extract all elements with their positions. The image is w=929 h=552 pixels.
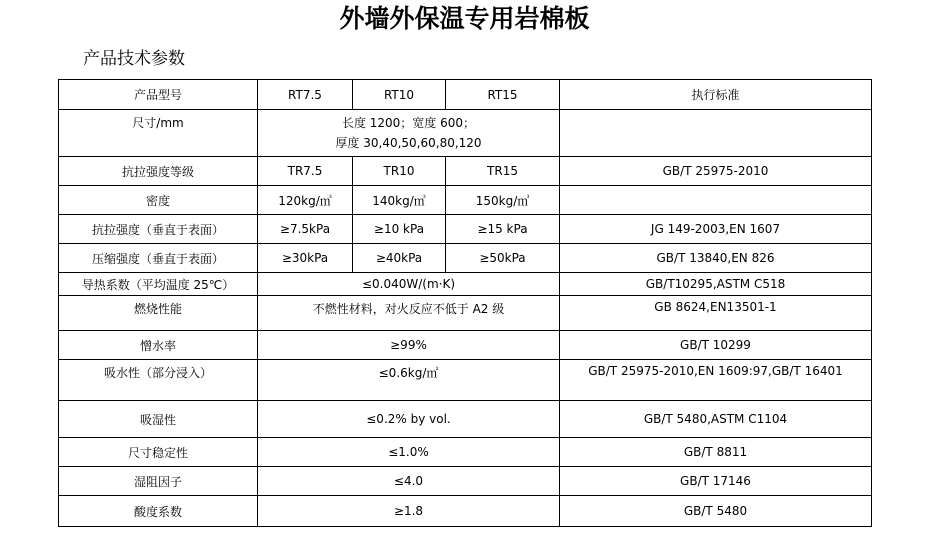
table-row-water-absorption: [59, 360, 872, 401]
row-label: 燃烧性能: [59, 296, 258, 331]
size-value: [258, 110, 560, 157]
value-cell: ≤0.6kg/㎡: [258, 360, 560, 401]
page-title: 外墙外保温专用岩棉板: [339, 4, 590, 33]
value-cell: ≥10 kPa: [353, 215, 446, 244]
table-row-moisture-absorption: [59, 401, 872, 438]
standard-cell: GB/T 8811: [560, 438, 872, 467]
standard-cell: GB/T 5480: [560, 496, 872, 527]
table-row-header: [59, 80, 872, 110]
standard-cell: [560, 110, 872, 157]
row-label: 吸水性（部分浸入）: [59, 360, 258, 401]
size-line-1: 长度 1200；宽度 600；: [341, 116, 476, 130]
table-row-moisture-resistance: [59, 467, 872, 496]
value-cell: ≤0.2% by vol.: [258, 401, 560, 438]
standard-cell: GB/T 25975-2010: [560, 157, 872, 186]
table-row-compressive-strength: [59, 244, 872, 273]
row-label: 抗拉强度（垂直于表面）: [59, 215, 258, 244]
value-cell: ≥30kPa: [258, 244, 353, 273]
value-cell: TR7.5: [258, 157, 353, 186]
value-cell: ≤4.0: [258, 467, 560, 496]
row-label: 尺寸稳定性: [59, 438, 258, 467]
row-label: 憎水率: [59, 331, 258, 360]
row-label: 尺寸/mm: [59, 110, 258, 157]
standard-cell: [560, 186, 872, 215]
value-cell: 150kg/㎥: [446, 186, 560, 215]
value-cell: ≥40kPa: [353, 244, 446, 273]
row-label: 压缩强度（垂直于表面）: [59, 244, 258, 273]
value-cell: ≤1.0%: [258, 438, 560, 467]
standard-cell: GB/T 25975-2010,EN 1609:97,GB/T 16401: [560, 360, 872, 401]
model-rt15: RT15: [446, 80, 560, 110]
spec-table: [58, 79, 872, 527]
value-cell: ≥15 kPa: [446, 215, 560, 244]
table-row-size: [59, 110, 872, 157]
table-row-combustion: [59, 296, 872, 331]
standard-cell: GB/T 17146: [560, 467, 872, 496]
standard-cell: GB 8624,EN13501-1: [560, 296, 872, 331]
standard-cell: GB/T 5480,ASTM C1104: [560, 401, 872, 438]
standard-cell: JG 149-2003,EN 1607: [560, 215, 872, 244]
value-cell: ≥7.5kPa: [258, 215, 353, 244]
row-label: 湿阻因子: [59, 467, 258, 496]
size-line-2: 厚度 30,40,50,60,80,120: [335, 136, 482, 150]
standard-cell: GB/T 10299: [560, 331, 872, 360]
value-cell: ≥1.8: [258, 496, 560, 527]
value-cell: ≥99%: [258, 331, 560, 360]
row-label: 酸度系数: [59, 496, 258, 527]
table-row-density: [59, 186, 872, 215]
table-row-acidity: [59, 496, 872, 527]
table-row-dimensional-stability: [59, 438, 872, 467]
standard-cell: GB/T 13840,EN 826: [560, 244, 872, 273]
section-subtitle: 产品技术参数: [83, 49, 185, 69]
model-rt10: RT10: [353, 80, 446, 110]
standard-header: 执行标准: [560, 80, 872, 110]
table-row-thermal-conductivity: [59, 273, 872, 296]
table-row-water-repellency: [59, 331, 872, 360]
value-cell: ≤0.040W/(m·K): [258, 273, 560, 296]
value-cell: TR15: [446, 157, 560, 186]
model-rt7-5: RT7.5: [258, 80, 353, 110]
row-label: 吸湿性: [59, 401, 258, 438]
value-cell: 140kg/㎥: [353, 186, 446, 215]
standard-cell: GB/T10295,ASTM C518: [560, 273, 872, 296]
row-label: 导热系数（平均温度 25℃）: [59, 273, 258, 296]
table-row-tensile-strength: [59, 215, 872, 244]
table-row-tensile-grade: [59, 157, 872, 186]
row-label: 产品型号: [59, 80, 258, 110]
value-cell: TR10: [353, 157, 446, 186]
row-label: 抗拉强度等级: [59, 157, 258, 186]
value-cell: ≥50kPa: [446, 244, 560, 273]
value-cell: 不燃性材料，对火反应不低于 A2 级: [258, 296, 560, 331]
value-cell: 120kg/㎥: [258, 186, 353, 215]
row-label: 密度: [59, 186, 258, 215]
